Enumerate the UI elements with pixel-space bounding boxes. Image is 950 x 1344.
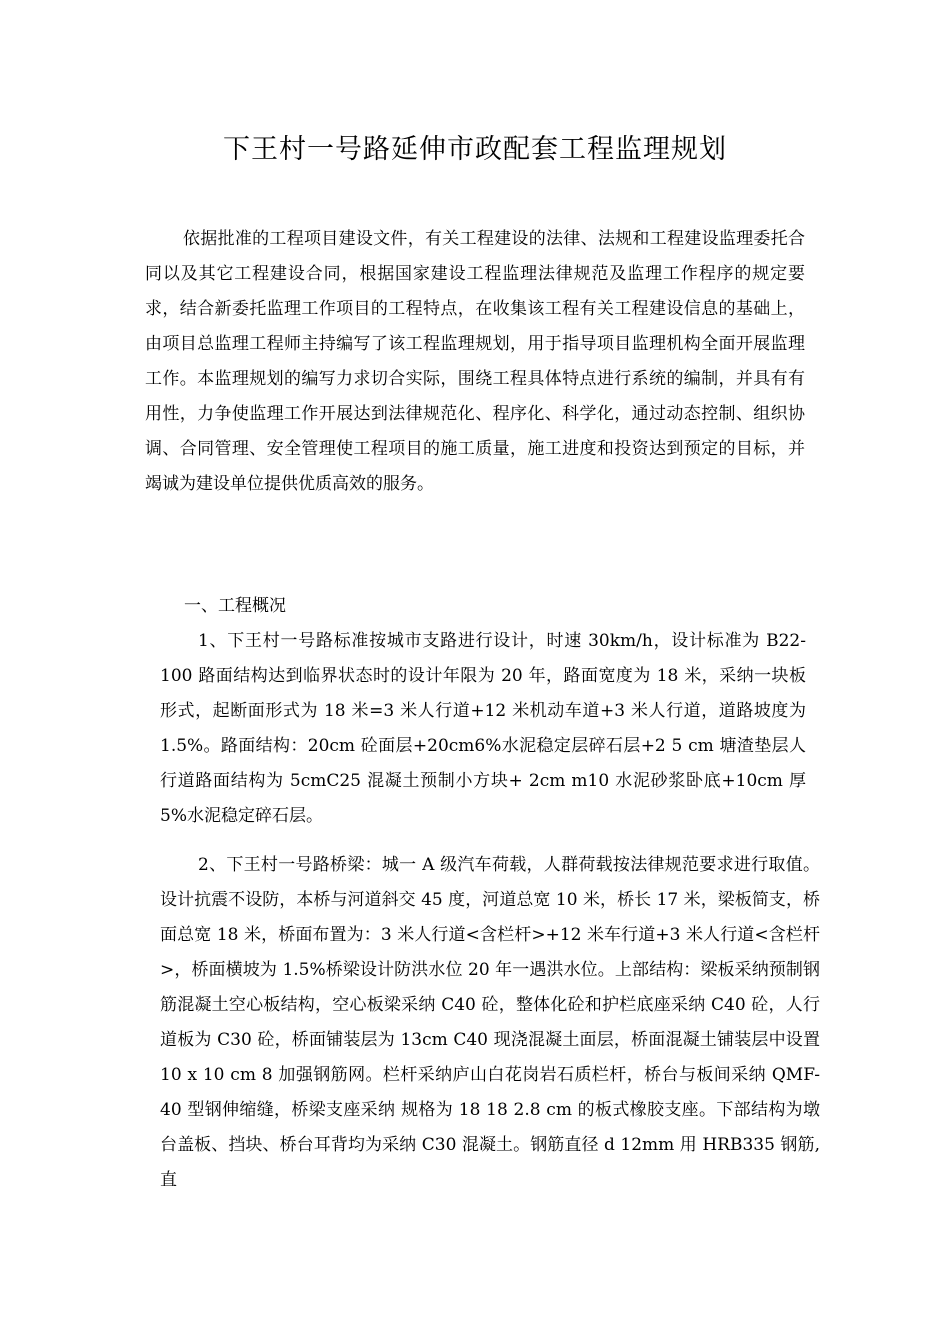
overview-item-2: 2、下王村一号路桥梁：城一 A 级汽车荷载，人群荷载按法律规范要求进行取值。设计抗震不设防，本桥与河道斜交 45 度，河道总宽 10 米，桥长 17 米，梁板简支，桥面总宽 18 米，桥面布置为：3 米人行道<含栏杆>+12 米车行道+3 米人行道<含栏杆>，桥面横坡为 1.5%桥梁设计防洪水位 20 年一遇洪水位。上部结构：梁板采纳预制钢筋混凝土空心板结构，空心板梁采纳 C40 砼，整体化砼和护栏底座采纳 C40 砼，人行道板为 C30 砼，桥面铺装层为 13cm C40 现浇混凝土面层，桥面混凝土铺装层中设置 10 x 10 cm 8 加强钢筋网。栏杆采纳庐山白花岗岩石质栏杆，桥台与板间采纳 QMF-40 型钢伸缩缝，桥梁支座采纳 规格为 18 18 2.8 cm 的板式橡胶支座。下部结构为墩台盖板、挡块、桥台耳背均为采纳 C30 混凝土。钢筋直径 d 12mm 用 HRB335 钢筋,直 xyxy=(160,855,820,1190)
section-heading: 一、工程概况 xyxy=(184,596,286,616)
document-title: 下王村一号路延伸市政配套工程监理规划 xyxy=(223,134,727,165)
overview-item-1: 1、下王村一号路标准按城市支路进行设计，时速 30km/h，设计标准为 B22-100 路面结构达到临界状态时的设计年限为 20 年，路面宽度为 18 米，采纳一块板形式，起断面形式为 18 米=3 米人行道+12 米机动车道+3 米人行道，道路坡度为 1.5%。路面结构：20cm 砼面层+20cm6%水泥稳定层碎石层+2 5 cm 塘渣垫层人行道路面结构为 5cmC25 混凝土预制小方块+ 2cm m10 水泥砂浆卧底+10cm 厚 5%水泥稳定碎石层。 xyxy=(160,631,806,826)
intro-paragraph: 依据批准的工程项目建设文件，有关工程建设的法律、法规和工程建设监理委托合同以及其它工程建设合同，根据国家建设工程监理法律规范及监理工作程序的规定要求，结合新委托监理工作项目的工程特点，在收集该工程有关工程建设信息的基础上，由项目总监理工程师主持编写了该工程监理规划，用于指导项目监理机构全面开展监理工作。本监理规划的编写力求切合实际，围绕工程具体特点进行系统的编制，并具有有用性，力争使监理工作开展达到法律规范化、程序化、科学化，通过动态控制、组织协调、合同管理、安全管理使工程项目的施工质量，施工进度和投资达到预定的目标，并竭诚为建设单位提供优质高效的服务。 xyxy=(145,229,805,494)
